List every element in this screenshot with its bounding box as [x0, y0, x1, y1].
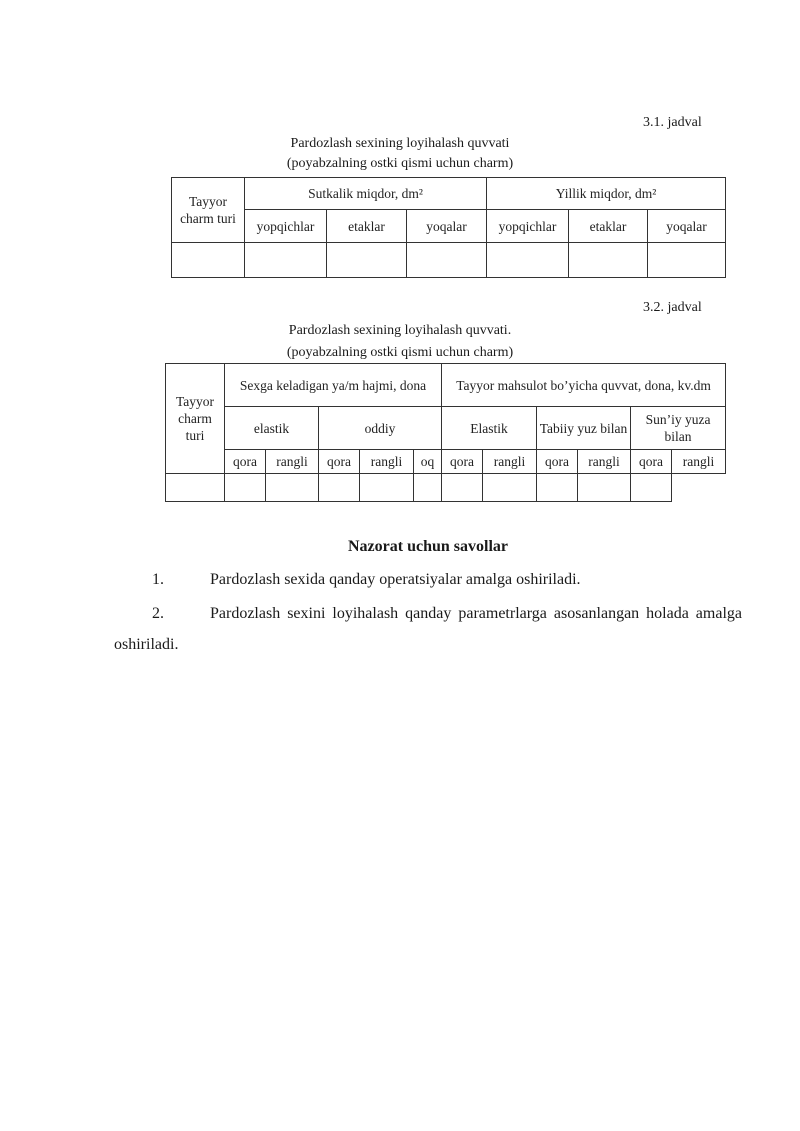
table-cell	[578, 474, 631, 502]
table-cell	[537, 474, 578, 502]
table-cell	[483, 474, 537, 502]
table2-color-header: qora	[319, 450, 360, 474]
table1-number: 3.1. jadval	[643, 115, 702, 130]
table1-group-daily: Sutkalik miqdor, dm²	[245, 178, 487, 210]
table-cell	[319, 474, 360, 502]
table2-suniy: Sun’iy yuza bilan	[631, 407, 726, 450]
table2-tabiiy: Tabiiy yuz bilan	[537, 407, 631, 450]
question-text: Pardozlash sexida qanday operatsiyalar amalga oshiriladi.	[210, 571, 581, 588]
questions-heading: Nazorat uchun savollar	[348, 538, 508, 555]
table2-color-header: qora	[631, 450, 672, 474]
table2-oddiy: oddiy	[319, 407, 442, 450]
table1-col-type: Tayyor charm turi	[172, 178, 245, 243]
table2-group-output: Tayyor mahsulot bo’yicha quvvat, dona, kv.dm	[442, 364, 726, 407]
table1-sub-header: yopqichlar	[487, 210, 569, 243]
table2-number: 3.2. jadval	[643, 300, 702, 315]
table-cell	[225, 474, 266, 502]
table2-color-header: qora	[225, 450, 266, 474]
table2-caption-line1: Pardozlash sexining loyihalash quvvati.	[288, 323, 512, 338]
question-text: Pardozlash sexini loyihalash qanday parametrlarga asosanlangan holada amalga oshiriladi.	[114, 605, 742, 653]
table2	[165, 363, 726, 502]
table-cell	[414, 474, 442, 502]
table-cell	[442, 474, 483, 502]
table2-color-header: rangli	[360, 450, 414, 474]
table2-caption-line2: (poyabzalning ostki qismi uchun charm)	[286, 345, 514, 360]
table2-color-header: qora	[442, 450, 483, 474]
question-number: 2.	[152, 605, 164, 622]
table-cell	[327, 243, 407, 278]
table-cell	[631, 474, 672, 502]
table2-color-header: oq	[414, 450, 442, 474]
table1-sub-header: etaklar	[569, 210, 648, 243]
table1-empty-row	[172, 243, 726, 278]
table2-color-header: rangli	[483, 450, 537, 474]
table2-empty-row	[166, 474, 726, 502]
table1-sub-header: yopqichlar	[245, 210, 327, 243]
table2-elastik-output: Elastik	[442, 407, 537, 450]
table2-color-header: rangli	[578, 450, 631, 474]
table-cell	[172, 243, 245, 278]
table2-color-header: rangli	[266, 450, 319, 474]
table1-sub-header: yoqalar	[648, 210, 726, 243]
table2-color-header: rangli	[672, 450, 726, 474]
table1	[171, 177, 726, 278]
table1-caption-line2: (poyabzalning ostki qismi uchun charm)	[286, 156, 514, 171]
table2-color-header: qora	[537, 450, 578, 474]
question-number: 1.	[152, 571, 164, 588]
table2-col-type: Tayyor charm turi	[166, 364, 225, 474]
table2-group-incoming: Sexga keladigan ya/m hajmi, dona	[225, 364, 442, 407]
table1-group-yearly: Yillik miqdor, dm²	[487, 178, 726, 210]
table1-sub-header: etaklar	[327, 210, 407, 243]
table-cell	[166, 474, 225, 502]
table1-caption-line1: Pardozlash sexining loyihalash quvvati	[290, 136, 510, 151]
table1-sub-header: yoqalar	[407, 210, 487, 243]
table-cell	[648, 243, 726, 278]
table2-elastik: elastik	[225, 407, 319, 450]
table-cell	[245, 243, 327, 278]
question-1	[0, 564, 800, 596]
table-cell	[266, 474, 319, 502]
question-2	[114, 598, 742, 660]
table-cell	[487, 243, 569, 278]
table-cell	[407, 243, 487, 278]
table-cell	[569, 243, 648, 278]
table-cell	[360, 474, 414, 502]
